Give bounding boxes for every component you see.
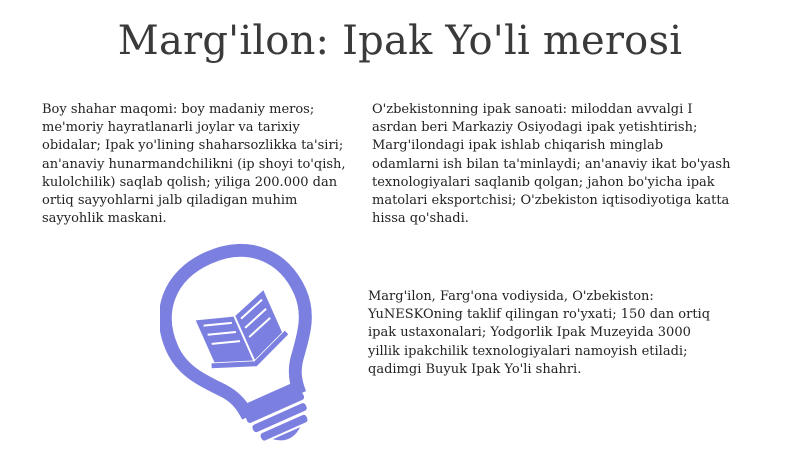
lightbulb-book-icon [160, 240, 330, 445]
paragraph-bottom: Marg'ilon, Farg'ona vodiysida, O'zbekiston: YuNESKOning taklif qilingan ro'yxati; 150 dan ortiq ipak ustaxonalari; Yodgorlik Ipak Muzeyida 3000 yillik ipakchilik texnologiyalari namoyish etiladi; qadimgi Buyuk Ipak Yo'li shahri. [368, 289, 711, 377]
paragraph-left: Boy shahar maqomi: boy madaniy meros; me'moriy hayratlanarli joylar va tarixiy obidalar; Ipak yo'lining shaharsozlikka ta'siri; an'anaviy hunarmandchilikni (ip shoyi to'qish, kulolchilik) saqlab qolish; yiliga 200.000 dan ortiq sayyohlarni jalb qiladigan muhim sayyohlik maskani. [42, 102, 346, 227]
paragraph-right: O'zbekistonning ipak sanoati: miloddan avvalgi I asrdan beri Markaziy Osiyodagi ipak yetishtirish; Marg'ilondagi ipak ishlab chiqarish minglab odamlarni ish bilan ta'minlaydi; an'anaviy ikat bo'yash texnologiyalari saqlanib qolgan; jahon bo'yicha ipak matolari eksportchisi; O'zbekiston iqtisodiyotiga katta hissa qo'shadi. [372, 102, 731, 227]
book-icon [192, 289, 293, 381]
slide-title: Marg'ilon: Ipak Yo'li merosi [117, 18, 683, 64]
